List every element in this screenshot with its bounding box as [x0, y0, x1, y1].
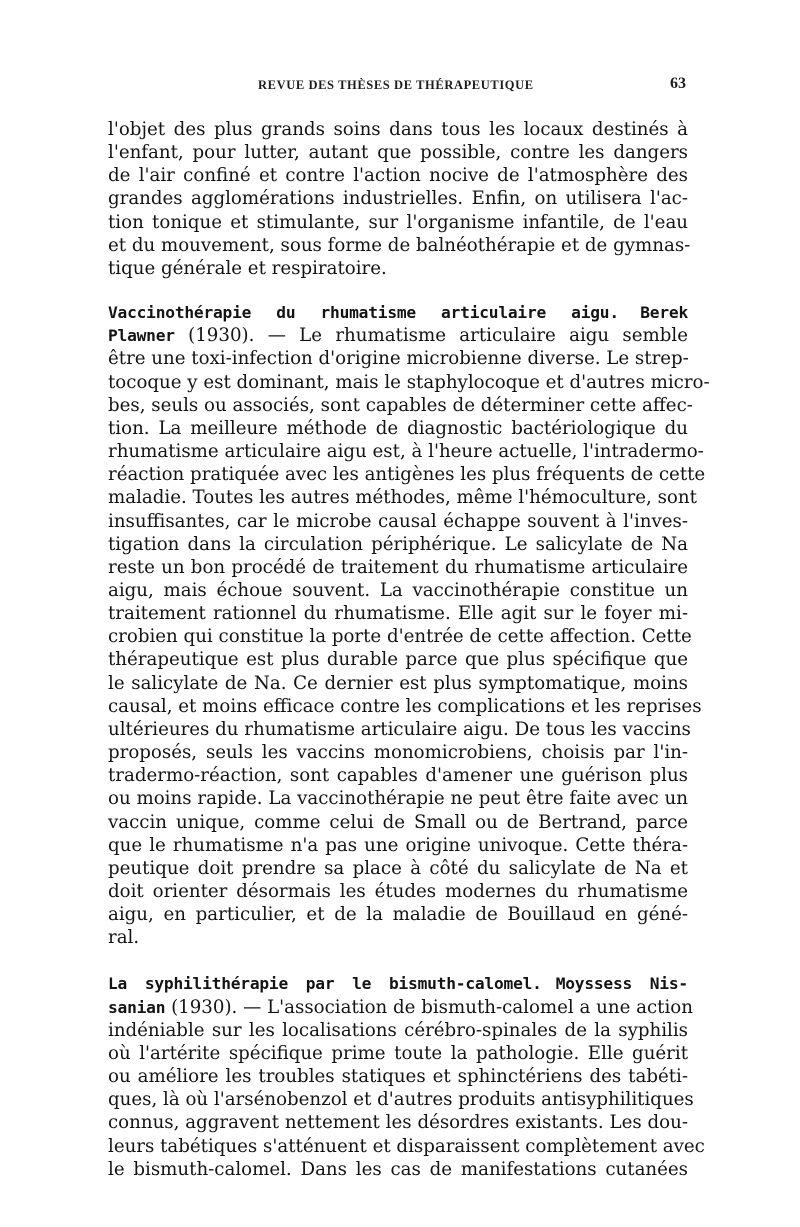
- text-line: ral.: [108, 927, 140, 949]
- text-line: causal, et moins efficace contre les complications et les reprises: [108, 695, 702, 717]
- paragraph-continuation: [108, 118, 691, 280]
- text-line: ou moins rapide. La vaccinothérapie ne peut être faite avec un: [108, 788, 688, 810]
- text-line: insuffisantes, car le microbe causal échappe souvent à l'inves-: [108, 510, 688, 532]
- running-title: REVUE DES THÈSES DE THÉRAPEUTIQUE: [258, 78, 534, 92]
- article-author: Moyssess Nis-: [555, 974, 688, 994]
- page-number: 63: [670, 75, 686, 92]
- text-line: traitement rationnel du rhumatisme. Elle agit sur le foyer mi-: [108, 603, 688, 625]
- text-line: tion. La meilleure méthode de diagnostic bactériologique du: [108, 417, 688, 439]
- text-line: l'enfant, pour lutter, autant que possible, contre les dangers: [108, 142, 688, 164]
- article-author: Berek: [640, 303, 688, 323]
- article-year-text: (1930). — Le rhumatisme articulaire aigu semble: [174, 325, 688, 347]
- text-line: ultérieures du rhumatisme articulaire aigu. De tous les vaccins: [108, 718, 691, 740]
- text-line: où l'artérite spécifique prime toute la pathologie. Elle guérit: [108, 1042, 688, 1064]
- text-line: le bismuth-calomel. Dans les cas de manifestations cutanées: [108, 1158, 688, 1180]
- text-line: tigation dans la circulation périphérique. Le salicylate de Na: [108, 533, 688, 555]
- text-line: bes, seuls ou associés, sont capables de déterminer cette affec-: [108, 394, 693, 416]
- article-heading-line: [108, 972, 688, 995]
- text-line: maladie. Toutes les autres méthodes, même l'hémoculture, sont: [108, 487, 697, 509]
- text-line: tocoque y est dominant, mais le staphylocoque et d'autres micro-: [108, 371, 710, 393]
- text-line: aigu, en particulier, et de la maladie de Bouillaud en géné-: [108, 904, 688, 926]
- text-line: ou améliore les troubles statiques et sphinctériens des tabéti-: [108, 1066, 688, 1088]
- article-heading-line: [108, 301, 688, 324]
- document-page: [108, 70, 710, 1181]
- text-line: rhumatisme articulaire aigu est, à l'heure actuelle, l'intradermo-: [108, 441, 704, 463]
- text-line: être une toxi-infection d'origine microbienne diverse. Le strep-: [108, 348, 689, 370]
- text-line: réaction pratiquée avec les antigènes les plus fréquents de cette: [108, 464, 706, 486]
- article-author-continued: Plawner: [108, 326, 175, 346]
- text-line: doit orienter désormais les études modernes du rhumatisme: [108, 881, 688, 902]
- text-line: aigu, mais échoue souvent. La vaccinothérapie constitue un: [108, 579, 688, 601]
- text-line: tradermo-réaction, sont capables d'amener une guérison plus: [108, 765, 688, 787]
- text-line: de l'air confiné et contre l'action nocive de l'atmosphère des: [108, 165, 688, 187]
- article-syphilitherapie: [108, 972, 705, 1180]
- running-header: [108, 70, 688, 100]
- text-line: [108, 996, 693, 1019]
- text-line: thérapeutique est plus durable parce que plus spécifique que: [108, 649, 688, 671]
- text-line: l'objet des plus grands soins dans tous les locaux destinés à: [108, 119, 688, 140]
- text-line: indéniable sur les localisations cérébro-spinales de la syphilis: [108, 1019, 688, 1041]
- text-line: proposés, seuls les vaccins monomicrobiens, choisis par l'in-: [108, 742, 688, 764]
- text-line: connus, aggravent nettement les désordres existants. Les dou-: [108, 1112, 688, 1134]
- text-line: leurs tabétiques s'atténuent et disparaissent complètement avec: [108, 1135, 705, 1157]
- article-title: La syphilithérapie par le bismuth-calomel.: [108, 974, 542, 994]
- article-year-text: (1930). — L'association de bismuth-calomel a une action: [165, 996, 693, 1018]
- text-line: le salicylate de Na. Ce dernier est plus symptomatique, moins: [108, 672, 688, 694]
- text-line: [108, 324, 688, 347]
- text-line: et du mouvement, sous forme de balnéothérapie et de gymnas-: [108, 234, 691, 256]
- article-title: Vaccinothérapie du rhumatisme articulaire aigu.: [108, 303, 619, 323]
- text-line: reste un bon procédé de traitement du rhumatisme articulaire: [108, 556, 688, 578]
- text-line: ques, là où l'arsénobenzol et d'autres produits antisyphilitiques: [108, 1089, 694, 1111]
- article-author-continued: sanian: [108, 997, 166, 1017]
- text-line: peutique doit prendre sa place à côté du salicylate de Na et: [108, 857, 688, 879]
- text-line: tique générale et respiratoire.: [108, 257, 387, 279]
- text-line: grandes agglomérations industrielles. Enfin, on utilisera l'ac-: [108, 188, 688, 210]
- text-line: que le rhumatisme n'a pas une origine univoque. Cette théra-: [108, 834, 688, 856]
- article-vaccinotherapie: [108, 301, 710, 949]
- text-line: crobien qui constitue la porte d'entrée de cette affection. Cette: [108, 626, 692, 648]
- text-line: tion tonique et stimulante, sur l'organisme infantile, de l'eau: [108, 211, 688, 233]
- text-line: vaccin unique, comme celui de Small ou de Bertrand, parce: [108, 811, 688, 833]
